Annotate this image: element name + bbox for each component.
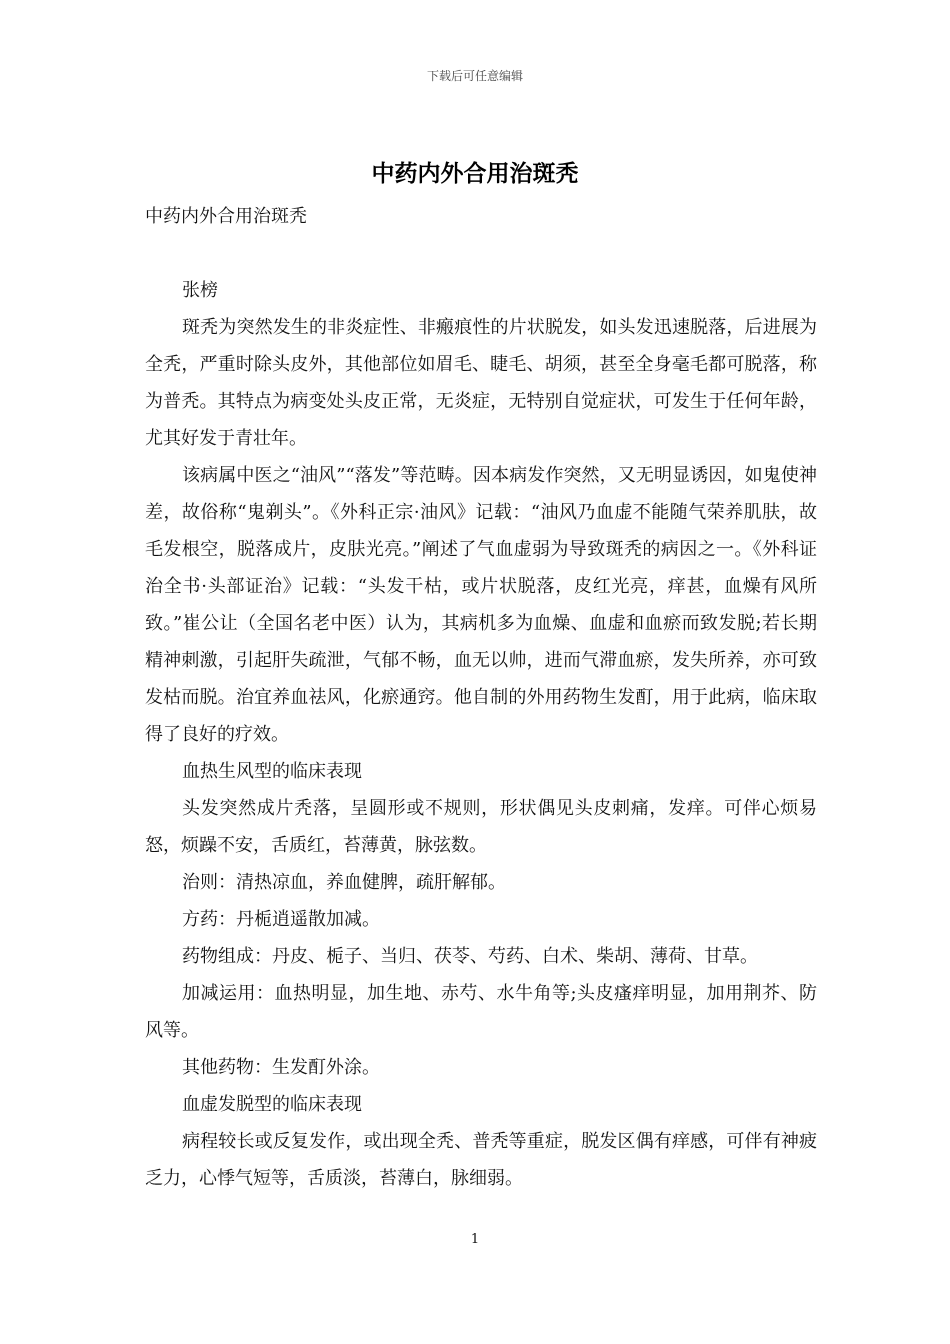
document-body (145, 198, 817, 1197)
paragraph-prescription: 方药：丹栀逍遥散加减。 (182, 909, 380, 930)
paragraph-modifications: 加减运用：血热明显，加生地、赤芍、水牛角等;头皮瘙痒明显，加用荆芥、防风等。 (145, 983, 817, 1041)
section-heading-blood-heat: 血热生风型的临床表现 (182, 761, 362, 782)
paragraph-blood-deficiency-symptoms: 病程较长或反复发作，或出现全秃、普秃等重症，脱发区偶有痒感，可伴有神疲乏力，心悸气短等，舌质淡，苔薄白，脉细弱。 (145, 1131, 817, 1189)
paragraph-treatment-principle: 治则：清热凉血，养血健脾，疏肝解郁。 (182, 872, 506, 893)
paragraph-tcm-theory: 该病属中医之“油风”“落发”等范畴。因本病发作突然，又无明显诱因，如鬼使神差，故俗称“鬼剃头”。《外科正宗·油风》记载：“油风乃血虚不能随气荣养肌肤，故毛发根空，脱落成片，皮肤光亮。”阐述了气血虚弱为导致斑秃的病因之一。《外科证治全书·头部证治》记载：“头发干枯，或片状脱落，皮红光亮，痒甚，血燥有风所致。”崔公让（全国名老中医）认为，其病机多为血燥、血虚和血瘀而致发脱;若长期精神刺激，引起肝失疏泄，气郁不畅，血无以帅，进而气滞血瘀，发失所养，亦可致发枯而脱。治宜养血祛风，化瘀通窍。他自制的外用药物生发酊，用于此病，临床取得了良好的疗效。 (145, 465, 817, 745)
document-title: 中药内外合用治斑秃 (371, 160, 579, 187)
paragraph-blood-heat-symptoms: 头发突然成片秃落，呈圆形或不规则，形状偶见头皮刺痛，发痒。可伴心烦易怒，烦躁不安，舌质红，苔薄黄，脉弦数。 (145, 798, 817, 856)
page-number: 1 (470, 1232, 480, 1247)
paragraph-ingredients: 药物组成：丹皮、栀子、当归、茯苓、芍药、白术、柴胡、薄荷、甘草。 (182, 946, 758, 967)
author-name: 张榜 (182, 280, 218, 301)
paragraph-intro: 斑秃为突然发生的非炎症性、非瘢痕性的片状脱发，如头发迅速脱落，后进展为全秃，严重时除头皮外，其他部位如眉毛、睫毛、胡须，甚至全身毫毛都可脱落，称为普秃。其特点为病变处头皮正常，无炎症，无特别自觉症状，可发生于任何年龄，尤其好发于青壮年。 (145, 317, 817, 449)
header-note: 下载后可任意编辑 (426, 69, 523, 83)
paragraph-other-medicine: 其他药物：生发酊外涂。 (182, 1057, 380, 1078)
section-heading-blood-deficiency: 血虚发脱型的临床表现 (182, 1094, 362, 1115)
document-subtitle: 中药内外合用治斑秃 (145, 206, 307, 227)
